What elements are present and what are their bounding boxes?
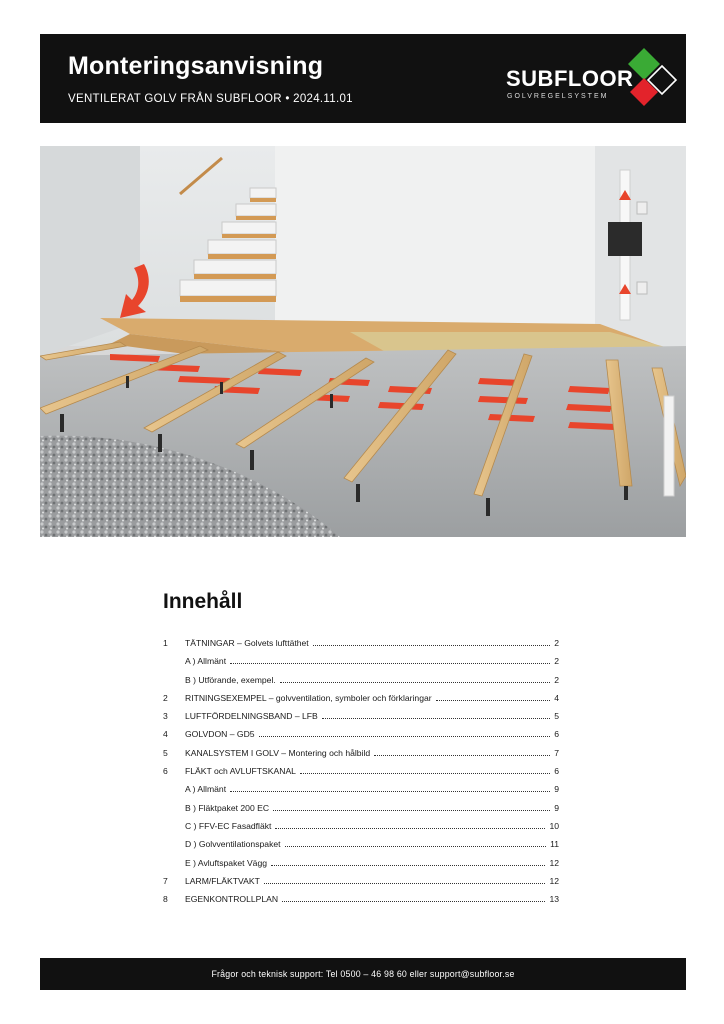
toc-number: 1 bbox=[163, 638, 168, 648]
toc-number: 2 bbox=[163, 692, 168, 703]
toc-page: 12 bbox=[549, 875, 559, 886]
toc-page: 6 bbox=[554, 766, 559, 777]
toc-item[interactable] bbox=[163, 799, 559, 817]
toc-item[interactable] bbox=[163, 835, 559, 853]
toc-label: E ) Avluftspaket Vägg bbox=[185, 857, 268, 868]
document-header bbox=[40, 34, 686, 123]
toc-item[interactable] bbox=[163, 872, 559, 890]
toc-label: TÄTNINGAR – Golvets lufttäthet bbox=[185, 638, 309, 648]
toc-item[interactable] bbox=[163, 762, 559, 780]
toc-leader bbox=[285, 845, 547, 847]
toc-item[interactable] bbox=[163, 744, 559, 762]
toc-label: B ) Utförande, exempel. bbox=[185, 674, 276, 685]
toc-leader bbox=[259, 735, 551, 737]
toc-label: KANALSYSTEM I GOLV – Montering och hålbild bbox=[185, 747, 371, 758]
toc-label: EGENKONTROLLPLAN bbox=[185, 894, 279, 905]
toc-page: 2 bbox=[554, 638, 559, 648]
toc-item[interactable] bbox=[163, 652, 559, 670]
toc-page: 5 bbox=[554, 711, 559, 722]
toc-item[interactable] bbox=[163, 671, 559, 689]
subfloor-logo-icon bbox=[622, 46, 678, 108]
toc-page: 9 bbox=[554, 784, 559, 795]
toc-label: B ) Fläktpaket 200 EC bbox=[185, 802, 270, 813]
toc-leader bbox=[230, 790, 550, 792]
toc-label: D ) Golvventilationspaket bbox=[185, 839, 281, 850]
toc-number: 4 bbox=[163, 729, 168, 740]
toc-page: 6 bbox=[554, 729, 559, 740]
brand-tagline: GOLVREGELSYSTEM bbox=[507, 93, 609, 100]
toc-item[interactable] bbox=[163, 780, 559, 798]
toc-item[interactable] bbox=[163, 854, 559, 872]
toc-number: 8 bbox=[163, 894, 168, 905]
toc-leader bbox=[300, 772, 550, 774]
toc-label: GOLVDON – GD5 bbox=[185, 729, 255, 740]
toc-page: 4 bbox=[554, 692, 559, 703]
toc-leader bbox=[273, 809, 550, 811]
floor-installation-illustration bbox=[40, 146, 686, 537]
toc-page: 13 bbox=[549, 894, 559, 905]
support-footer: Frågor och teknisk support: Tel 0500 – 46 98 60 eller support@subfloor.se bbox=[40, 958, 686, 990]
toc-leader bbox=[230, 662, 550, 664]
toc-label: A ) Allmänt bbox=[185, 656, 227, 667]
toc-leader bbox=[264, 882, 546, 884]
toc-heading: Innehåll bbox=[163, 590, 243, 613]
toc-leader bbox=[322, 717, 550, 719]
toc-item[interactable] bbox=[163, 817, 559, 835]
toc-label: RITNINGSEXEMPEL – golvventilation, symboler och förklaringar bbox=[185, 692, 432, 703]
document-title: Monteringsanvisning bbox=[68, 52, 324, 80]
toc-item[interactable] bbox=[163, 634, 559, 652]
toc-page: 12 bbox=[549, 857, 559, 868]
toc-page: 9 bbox=[554, 802, 559, 813]
toc-number: 7 bbox=[163, 875, 168, 886]
toc-item[interactable] bbox=[163, 890, 559, 908]
toc-page: 10 bbox=[549, 820, 559, 831]
toc-leader bbox=[313, 644, 551, 646]
toc-page: 2 bbox=[554, 656, 559, 667]
toc-item[interactable] bbox=[163, 725, 559, 743]
toc-item[interactable] bbox=[163, 689, 559, 707]
toc-label: LARM/FLÄKTVAKT bbox=[185, 875, 260, 886]
toc-leader bbox=[271, 864, 545, 866]
toc-leader bbox=[436, 699, 551, 701]
brand-name: SUBFLOOR bbox=[506, 66, 634, 91]
toc-number: 6 bbox=[163, 766, 168, 777]
toc-leader bbox=[374, 754, 550, 756]
toc-number: 5 bbox=[163, 747, 168, 758]
toc-page: 2 bbox=[554, 674, 559, 685]
table-of-contents bbox=[163, 634, 559, 908]
document-subtitle: VENTILERAT GOLV FRÅN SUBFLOOR • 2024.11.01 bbox=[68, 93, 353, 105]
toc-label: FLÄKT och AVLUFTSKANAL bbox=[185, 766, 296, 777]
toc-leader bbox=[280, 681, 550, 683]
toc-leader bbox=[275, 827, 545, 829]
toc-item[interactable] bbox=[163, 707, 559, 725]
toc-label: A ) Allmänt bbox=[185, 784, 227, 795]
toc-page: 7 bbox=[554, 747, 559, 758]
toc-label: LUFTFÖRDELNINGSBAND – LFB bbox=[185, 711, 318, 722]
toc-leader bbox=[282, 900, 545, 902]
toc-number: 3 bbox=[163, 711, 168, 722]
toc-page: 11 bbox=[550, 839, 559, 850]
toc-label: C ) FFV-EC Fasadfläkt bbox=[185, 820, 272, 831]
